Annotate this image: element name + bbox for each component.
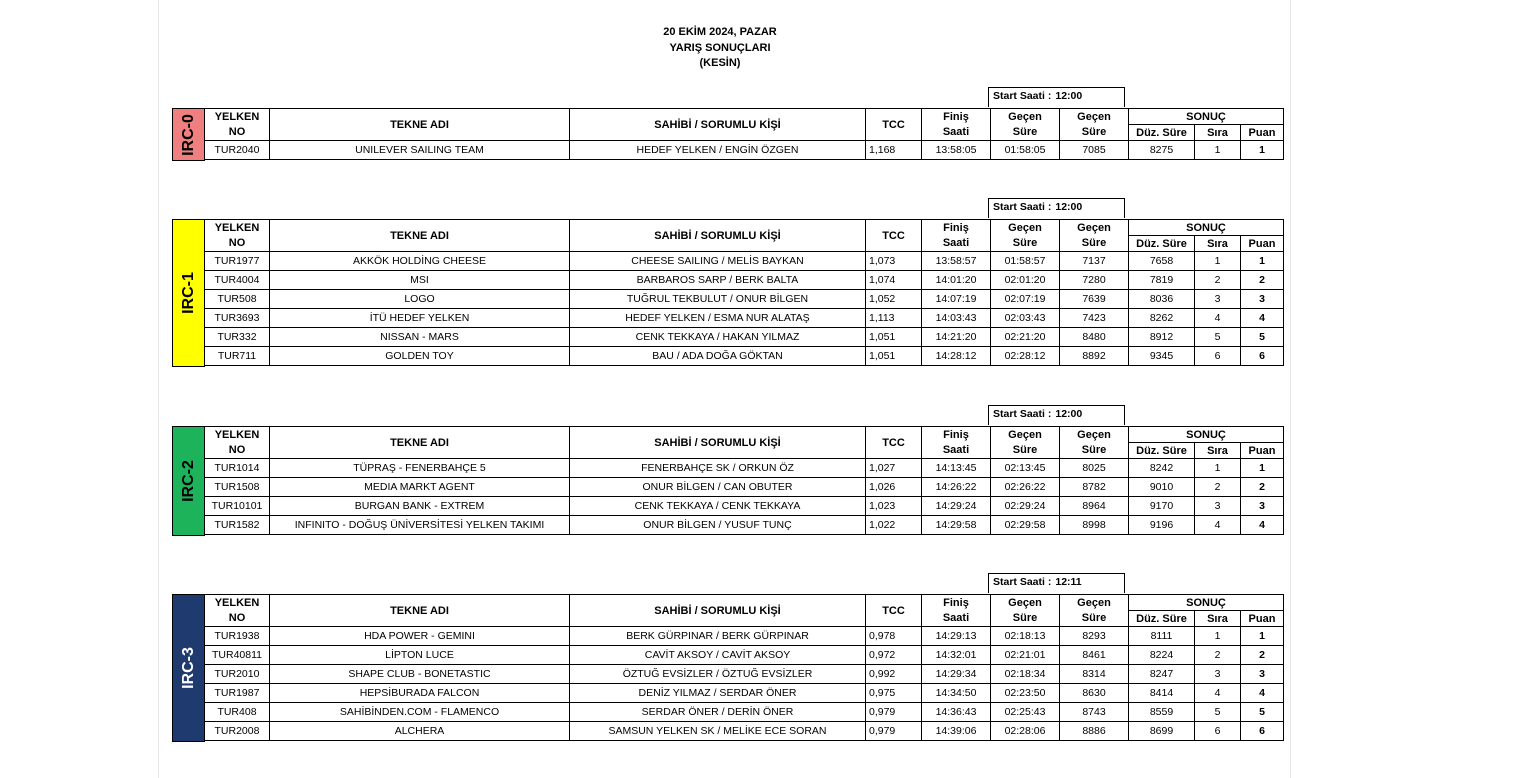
tcc-value: 0,992 [866, 665, 922, 684]
col-header-sahibi: SAHİBİ / SORUMLU KİŞİ [570, 595, 866, 627]
results-table [204, 426, 1284, 535]
class-label [172, 108, 205, 161]
elapsed-time: 02:29:58 [991, 516, 1060, 535]
col-header-duz-sure: Düz. Süre [1129, 125, 1195, 141]
points: 3 [1241, 497, 1284, 516]
col-header-no: NO [205, 443, 270, 459]
points: 2 [1241, 646, 1284, 665]
rank: 1 [1195, 141, 1241, 160]
col-header-puan: Puan [1241, 125, 1284, 141]
finish-time: 14:29:13 [922, 627, 991, 646]
start-time-value: 12:11 [1055, 576, 1082, 588]
elapsed-seconds: 8743 [1060, 703, 1129, 722]
col-header-sira: Sıra [1195, 236, 1241, 252]
owner: ONUR BİLGEN / YUSUF TUNÇ [570, 516, 866, 535]
owner: FENERBAHÇE SK / ORKUN ÖZ [570, 459, 866, 478]
boat-name: LİPTON LUCE [270, 646, 570, 665]
col-header-duz-sure: Düz. Süre [1129, 443, 1195, 459]
corrected-time: 7819 [1129, 271, 1195, 290]
elapsed-seconds: 7085 [1060, 141, 1129, 160]
corrected-time: 8247 [1129, 665, 1195, 684]
owner: CHEESE SAILING / MELİS BAYKAN [570, 252, 866, 271]
sail-number: TUR2010 [205, 665, 270, 684]
table-row [205, 459, 1284, 478]
col-header-sure-sn: Süre [1060, 236, 1129, 252]
points: 6 [1241, 722, 1284, 741]
class-label [172, 219, 205, 367]
table-row [205, 722, 1284, 741]
elapsed-time: 02:18:13 [991, 627, 1060, 646]
boat-name: TÜPRAŞ - FENERBAHÇE 5 [270, 459, 570, 478]
boat-name: HDA POWER - GEMINI [270, 627, 570, 646]
col-header-saati: Saati [922, 611, 991, 627]
elapsed-seconds: 7639 [1060, 290, 1129, 309]
boat-name: NISSAN - MARS [270, 328, 570, 347]
elapsed-seconds: 8461 [1060, 646, 1129, 665]
col-header-tcc: TCC [866, 109, 922, 141]
elapsed-seconds: 8998 [1060, 516, 1129, 535]
table-row [205, 665, 1284, 684]
rank: 1 [1195, 627, 1241, 646]
class-label-text: IRC-2 [179, 460, 197, 502]
col-header-sahibi: SAHİBİ / SORUMLU KİŞİ [570, 220, 866, 252]
elapsed-seconds: 8964 [1060, 497, 1129, 516]
sail-number: TUR40811 [205, 646, 270, 665]
elapsed-time: 02:13:45 [991, 459, 1060, 478]
col-header-gecen-sn: Geçen [1060, 109, 1129, 125]
corrected-time: 8224 [1129, 646, 1195, 665]
rank: 2 [1195, 271, 1241, 290]
col-header-puan: Puan [1241, 611, 1284, 627]
table-row [205, 347, 1284, 366]
col-header-yelken: YELKEN [205, 427, 270, 443]
elapsed-time: 02:28:06 [991, 722, 1060, 741]
table-row [205, 271, 1284, 290]
corrected-time: 8262 [1129, 309, 1195, 328]
rank: 4 [1195, 309, 1241, 328]
table-row [205, 703, 1284, 722]
col-header-gecen: Geçen [991, 220, 1060, 236]
col-header-gecen: Geçen [991, 427, 1060, 443]
boat-name: SHAPE CLUB - BONETASTIC [270, 665, 570, 684]
results-status: (KESİN) [699, 57, 741, 69]
boat-name: UNILEVER SAILING TEAM [270, 141, 570, 160]
col-header-yelken: YELKEN [205, 595, 270, 611]
col-header-gecen: Geçen [991, 109, 1060, 125]
boat-name: GOLDEN TOY [270, 347, 570, 366]
class-label-text: IRC-3 [179, 647, 197, 689]
start-time-label: Start Saati : [993, 408, 1052, 420]
finish-time: 14:01:20 [922, 271, 991, 290]
finish-time: 14:29:24 [922, 497, 991, 516]
points: 2 [1241, 271, 1284, 290]
tcc-value: 0,978 [866, 627, 922, 646]
col-header-sira: Sıra [1195, 443, 1241, 459]
rank: 4 [1195, 516, 1241, 535]
col-header-tekne: TEKNE ADI [270, 427, 570, 459]
elapsed-seconds: 8782 [1060, 478, 1129, 497]
elapsed-time: 02:21:01 [991, 646, 1060, 665]
race-date: 20 EKİM 2024, PAZAR [663, 26, 777, 38]
col-header-yelken: YELKEN [205, 109, 270, 125]
col-header-sonuc: SONUÇ [1129, 109, 1284, 125]
corrected-time: 9170 [1129, 497, 1195, 516]
points: 3 [1241, 665, 1284, 684]
sail-number: TUR1987 [205, 684, 270, 703]
elapsed-time: 02:29:24 [991, 497, 1060, 516]
elapsed-seconds: 8886 [1060, 722, 1129, 741]
finish-time: 14:26:22 [922, 478, 991, 497]
class-label [172, 426, 205, 536]
owner: BARBAROS SARP / BERK BALTA [570, 271, 866, 290]
owner: HEDEF YELKEN / ESMA NUR ALATAŞ [570, 309, 866, 328]
finish-time: 14:34:50 [922, 684, 991, 703]
sail-number: TUR332 [205, 328, 270, 347]
owner: CAVİT AKSOY / CAVİT AKSOY [570, 646, 866, 665]
elapsed-time: 02:23:50 [991, 684, 1060, 703]
table-row [205, 646, 1284, 665]
finish-time: 14:28:12 [922, 347, 991, 366]
owner: ÖZTUĞ EVSİZLER / ÖZTUĞ EVSİZLER [570, 665, 866, 684]
finish-time: 14:03:43 [922, 309, 991, 328]
finish-time: 13:58:57 [922, 252, 991, 271]
col-header-sure: Süre [991, 125, 1060, 141]
owner: CENK TEKKAYA / HAKAN YILMAZ [570, 328, 866, 347]
col-header-sahibi: SAHİBİ / SORUMLU KİŞİ [570, 427, 866, 459]
col-header-tekne: TEKNE ADI [270, 595, 570, 627]
boat-name: MSI [270, 271, 570, 290]
finish-time: 14:29:58 [922, 516, 991, 535]
corrected-time: 8275 [1129, 141, 1195, 160]
table-row [205, 478, 1284, 497]
corrected-time: 8912 [1129, 328, 1195, 347]
col-header-sonuc: SONUÇ [1129, 220, 1284, 236]
col-header-sure: Süre [991, 611, 1060, 627]
col-header-tekne: TEKNE ADI [270, 220, 570, 252]
finish-time: 14:21:20 [922, 328, 991, 347]
tcc-value: 1,073 [866, 252, 922, 271]
elapsed-time: 02:18:34 [991, 665, 1060, 684]
elapsed-time: 01:58:05 [991, 141, 1060, 160]
table-row [205, 290, 1284, 309]
owner: BAU / ADA DOĞA GÖKTAN [570, 347, 866, 366]
start-time-label: Start Saati : [993, 201, 1052, 213]
col-header-yelken: YELKEN [205, 220, 270, 236]
col-header-saati: Saati [922, 125, 991, 141]
rank: 5 [1195, 328, 1241, 347]
points: 4 [1241, 684, 1284, 703]
finish-time: 14:29:34 [922, 665, 991, 684]
col-header-finis: Finiş [922, 427, 991, 443]
tcc-value: 1,051 [866, 328, 922, 347]
col-header-duz-sure: Düz. Süre [1129, 236, 1195, 252]
tcc-value: 1,027 [866, 459, 922, 478]
boat-name: İTÜ HEDEF YELKEN [270, 309, 570, 328]
start-time-value: 12:00 [1055, 201, 1083, 213]
elapsed-seconds: 7137 [1060, 252, 1129, 271]
start-time-value: 12:00 [1055, 408, 1083, 420]
tcc-value: 0,972 [866, 646, 922, 665]
boat-name: LOGO [270, 290, 570, 309]
finish-time: 14:32:01 [922, 646, 991, 665]
boat-name: AKKÖK HOLDİNG CHEESE [270, 252, 570, 271]
points: 6 [1241, 347, 1284, 366]
points: 1 [1241, 252, 1284, 271]
corrected-time: 9345 [1129, 347, 1195, 366]
start-time-box [988, 198, 1125, 218]
class-label-text: IRC-1 [179, 272, 197, 314]
elapsed-seconds: 7423 [1060, 309, 1129, 328]
boat-name: ALCHERA [270, 722, 570, 741]
points: 5 [1241, 328, 1284, 347]
corrected-time: 7658 [1129, 252, 1195, 271]
table-row [205, 516, 1284, 535]
owner: SERDAR ÖNER / DERİN ÖNER [570, 703, 866, 722]
finish-time: 14:39:06 [922, 722, 991, 741]
col-header-no: NO [205, 236, 270, 252]
sail-number: TUR2040 [205, 141, 270, 160]
col-header-tcc: TCC [866, 595, 922, 627]
owner: DENİZ YILMAZ / SERDAR ÖNER [570, 684, 866, 703]
document-header [620, 25, 820, 72]
finish-time: 14:13:45 [922, 459, 991, 478]
sail-number: TUR1977 [205, 252, 270, 271]
class-label-text: IRC-0 [179, 113, 197, 156]
col-header-saati: Saati [922, 443, 991, 459]
tcc-value: 1,022 [866, 516, 922, 535]
col-header-sonuc: SONUÇ [1129, 427, 1284, 443]
col-header-finis: Finiş [922, 109, 991, 125]
tcc-value: 1,074 [866, 271, 922, 290]
start-time-box [988, 405, 1125, 425]
sail-number: TUR408 [205, 703, 270, 722]
finish-time: 14:07:19 [922, 290, 991, 309]
start-time-box [988, 87, 1125, 107]
col-header-gecen-sn: Geçen [1060, 427, 1129, 443]
col-header-tekne: TEKNE ADI [270, 109, 570, 141]
points: 2 [1241, 478, 1284, 497]
tcc-value: 0,979 [866, 722, 922, 741]
corrected-time: 8111 [1129, 627, 1195, 646]
corrected-time: 9196 [1129, 516, 1195, 535]
sail-number: TUR1938 [205, 627, 270, 646]
tcc-value: 0,979 [866, 703, 922, 722]
corrected-time: 9010 [1129, 478, 1195, 497]
sail-number: TUR711 [205, 347, 270, 366]
corrected-time: 8414 [1129, 684, 1195, 703]
boat-name: HEPSİBURADA FALCON [270, 684, 570, 703]
sail-number: TUR3693 [205, 309, 270, 328]
table-row [205, 141, 1284, 160]
rank: 3 [1195, 665, 1241, 684]
tcc-value: 1,023 [866, 497, 922, 516]
elapsed-seconds: 8025 [1060, 459, 1129, 478]
col-header-sure-sn: Süre [1060, 443, 1129, 459]
owner: CENK TEKKAYA / CENK TEKKAYA [570, 497, 866, 516]
elapsed-time: 02:03:43 [991, 309, 1060, 328]
col-header-sira: Sıra [1195, 125, 1241, 141]
elapsed-seconds: 7280 [1060, 271, 1129, 290]
start-time-label: Start Saati : [993, 576, 1052, 588]
rank: 2 [1195, 646, 1241, 665]
elapsed-time: 02:25:43 [991, 703, 1060, 722]
elapsed-time: 02:07:19 [991, 290, 1060, 309]
elapsed-seconds: 8630 [1060, 684, 1129, 703]
col-header-no: NO [205, 125, 270, 141]
col-header-no: NO [205, 611, 270, 627]
table-row [205, 497, 1284, 516]
owner: BERK GÜRPINAR / BERK GÜRPINAR [570, 627, 866, 646]
col-header-sure: Süre [991, 236, 1060, 252]
boat-name: INFINITO - DOĞUŞ ÜNİVERSİTESİ YELKEN TAKIMI [270, 516, 570, 535]
points: 4 [1241, 309, 1284, 328]
table-row [205, 252, 1284, 271]
col-header-puan: Puan [1241, 236, 1284, 252]
results-table [204, 108, 1284, 160]
elapsed-time: 02:28:12 [991, 347, 1060, 366]
table-row [205, 328, 1284, 347]
points: 1 [1241, 141, 1284, 160]
start-time-value: 12:00 [1055, 90, 1083, 102]
points: 3 [1241, 290, 1284, 309]
tcc-value: 0,975 [866, 684, 922, 703]
col-header-duz-sure: Düz. Süre [1129, 611, 1195, 627]
col-header-sahibi: SAHİBİ / SORUMLU KİŞİ [570, 109, 866, 141]
elapsed-seconds: 8314 [1060, 665, 1129, 684]
boat-name: MEDIA MARKT AGENT [270, 478, 570, 497]
sail-number: TUR1582 [205, 516, 270, 535]
col-header-sonuc: SONUÇ [1129, 595, 1284, 611]
tcc-value: 1,113 [866, 309, 922, 328]
elapsed-time: 02:01:20 [991, 271, 1060, 290]
rank: 5 [1195, 703, 1241, 722]
rank: 3 [1195, 497, 1241, 516]
col-header-finis: Finiş [922, 595, 991, 611]
results-table [204, 594, 1284, 741]
rank: 3 [1195, 290, 1241, 309]
elapsed-time: 01:58:57 [991, 252, 1060, 271]
points: 4 [1241, 516, 1284, 535]
owner: ONUR BİLGEN / CAN OBUTER [570, 478, 866, 497]
col-header-finis: Finiş [922, 220, 991, 236]
sail-number: TUR10101 [205, 497, 270, 516]
col-header-sure: Süre [991, 443, 1060, 459]
tcc-value: 1,051 [866, 347, 922, 366]
sail-number: TUR4004 [205, 271, 270, 290]
sail-number: TUR1014 [205, 459, 270, 478]
rank: 2 [1195, 478, 1241, 497]
sail-number: TUR2008 [205, 722, 270, 741]
elapsed-seconds: 8293 [1060, 627, 1129, 646]
finish-time: 13:58:05 [922, 141, 991, 160]
rank: 4 [1195, 684, 1241, 703]
class-label [172, 594, 205, 742]
results-title: YARIŞ SONUÇLARI [669, 41, 771, 54]
tcc-value: 1,168 [866, 141, 922, 160]
points: 1 [1241, 627, 1284, 646]
corrected-time: 8036 [1129, 290, 1195, 309]
sail-number: TUR508 [205, 290, 270, 309]
col-header-tcc: TCC [866, 427, 922, 459]
results-table [204, 219, 1284, 366]
rank: 6 [1195, 347, 1241, 366]
col-header-gecen-sn: Geçen [1060, 595, 1129, 611]
start-time-box [988, 573, 1125, 593]
sail-number: TUR1508 [205, 478, 270, 497]
col-header-saati: Saati [922, 236, 991, 252]
points: 5 [1241, 703, 1284, 722]
col-header-tcc: TCC [866, 220, 922, 252]
boat-name: SAHİBİNDEN.COM - FLAMENCO [270, 703, 570, 722]
col-header-gecen: Geçen [991, 595, 1060, 611]
owner: TUĞRUL TEKBULUT / ONUR BİLGEN [570, 290, 866, 309]
col-header-sure-sn: Süre [1060, 125, 1129, 141]
tcc-value: 1,052 [866, 290, 922, 309]
boat-name: BURGAN BANK - EXTREM [270, 497, 570, 516]
elapsed-seconds: 8892 [1060, 347, 1129, 366]
finish-time: 14:36:43 [922, 703, 991, 722]
col-header-puan: Puan [1241, 443, 1284, 459]
rank: 1 [1195, 459, 1241, 478]
elapsed-time: 02:26:22 [991, 478, 1060, 497]
col-header-gecen-sn: Geçen [1060, 220, 1129, 236]
points: 1 [1241, 459, 1284, 478]
start-time-label: Start Saati : [993, 90, 1052, 102]
table-row [205, 684, 1284, 703]
corrected-time: 8242 [1129, 459, 1195, 478]
table-row [205, 309, 1284, 328]
col-header-sure-sn: Süre [1060, 611, 1129, 627]
rank: 1 [1195, 252, 1241, 271]
tcc-value: 1,026 [866, 478, 922, 497]
owner: SAMSUN YELKEN SK / MELİKE ECE SORAN [570, 722, 866, 741]
table-row [205, 627, 1284, 646]
rank: 6 [1195, 722, 1241, 741]
col-header-sira: Sıra [1195, 611, 1241, 627]
elapsed-seconds: 8480 [1060, 328, 1129, 347]
corrected-time: 8699 [1129, 722, 1195, 741]
elapsed-time: 02:21:20 [991, 328, 1060, 347]
owner: HEDEF YELKEN / ENGİN ÖZGEN [570, 141, 866, 160]
corrected-time: 8559 [1129, 703, 1195, 722]
